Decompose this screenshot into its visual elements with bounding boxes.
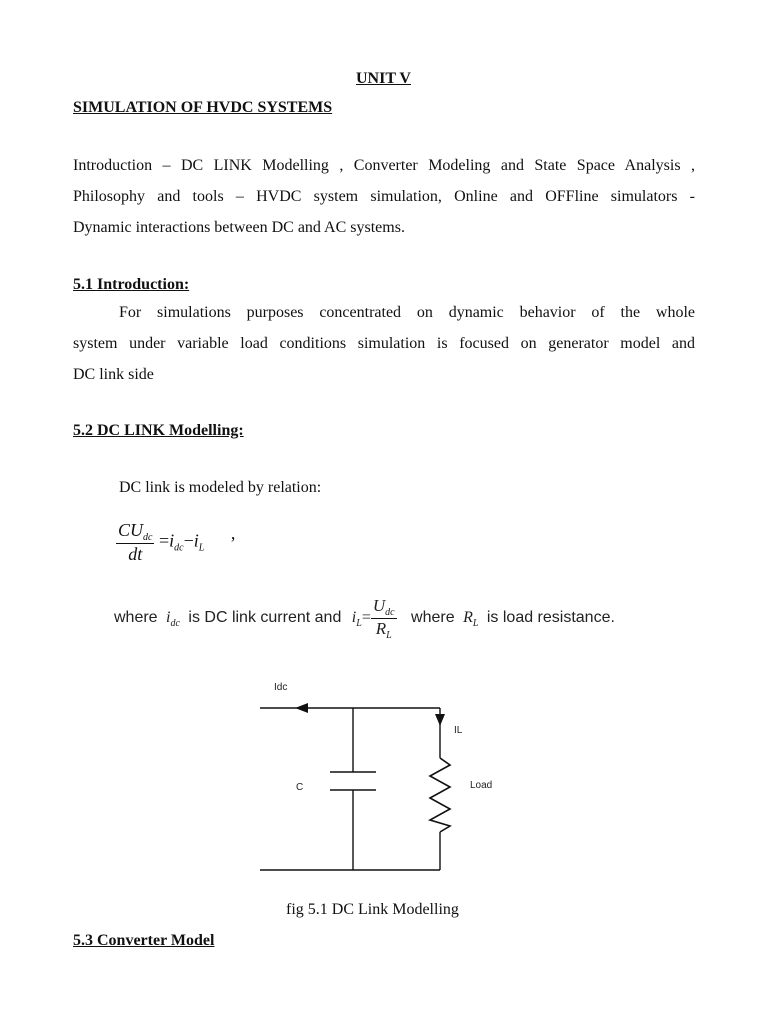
where-line: where $i_{dc}$ is DC link current and $i_L=$ $\frac{U_{dc}}{R_L}$ where $R_L$ is load resistance.: [114, 596, 615, 641]
dc-link-circuit-diagram: [258, 676, 508, 876]
dc-link-equation: $\frac{CU_{dc}}{dt}$ $=i_{dc}-i_L$ ,: [118, 520, 236, 564]
unit-title: UNIT V: [356, 70, 411, 87]
load-label: Load: [470, 780, 493, 791]
section-5-2-lead: DC link is modeled by relation:: [119, 479, 322, 496]
intro-line: Philosophy and tools – HVDC system simulation, Online and OFFline simulators -: [73, 188, 695, 205]
paragraph-line: DC link side: [73, 366, 154, 383]
capacitor-label: C: [296, 782, 304, 793]
idc-label: Idc: [274, 682, 288, 693]
idc-arrow-icon: [295, 703, 308, 713]
intro-line: Introduction – DC LINK Modelling , Converter Modeling and State Space Analysis ,: [73, 157, 695, 174]
paragraph-line: For simulations purposes concentrated on dynamic behavior of the whole: [119, 304, 695, 321]
section-5-1-heading: 5.1 Introduction:: [73, 276, 190, 293]
load-resistor-icon: [430, 758, 450, 832]
section-5-3-heading: 5.3 Converter Model: [73, 932, 215, 949]
intro-line: Dynamic interactions between DC and AC systems.: [73, 219, 405, 236]
chapter-title: SIMULATION OF HVDC SYSTEMS: [73, 99, 333, 116]
il-label: IL: [454, 725, 463, 736]
section-5-1-paragraph: [73, 297, 695, 390]
equation-fraction: $\frac{CU_{dc}}{dt}$: [118, 520, 153, 564]
section-5-2-heading: 5.2 DC LINK Modelling:: [73, 422, 244, 439]
intro-paragraph: [73, 150, 695, 243]
il-arrow-icon: [435, 714, 445, 726]
paragraph-line: system under variable load conditions simulation is focused on generator model and: [73, 335, 695, 352]
figure-caption: fig 5.1 DC Link Modelling: [286, 901, 459, 918]
